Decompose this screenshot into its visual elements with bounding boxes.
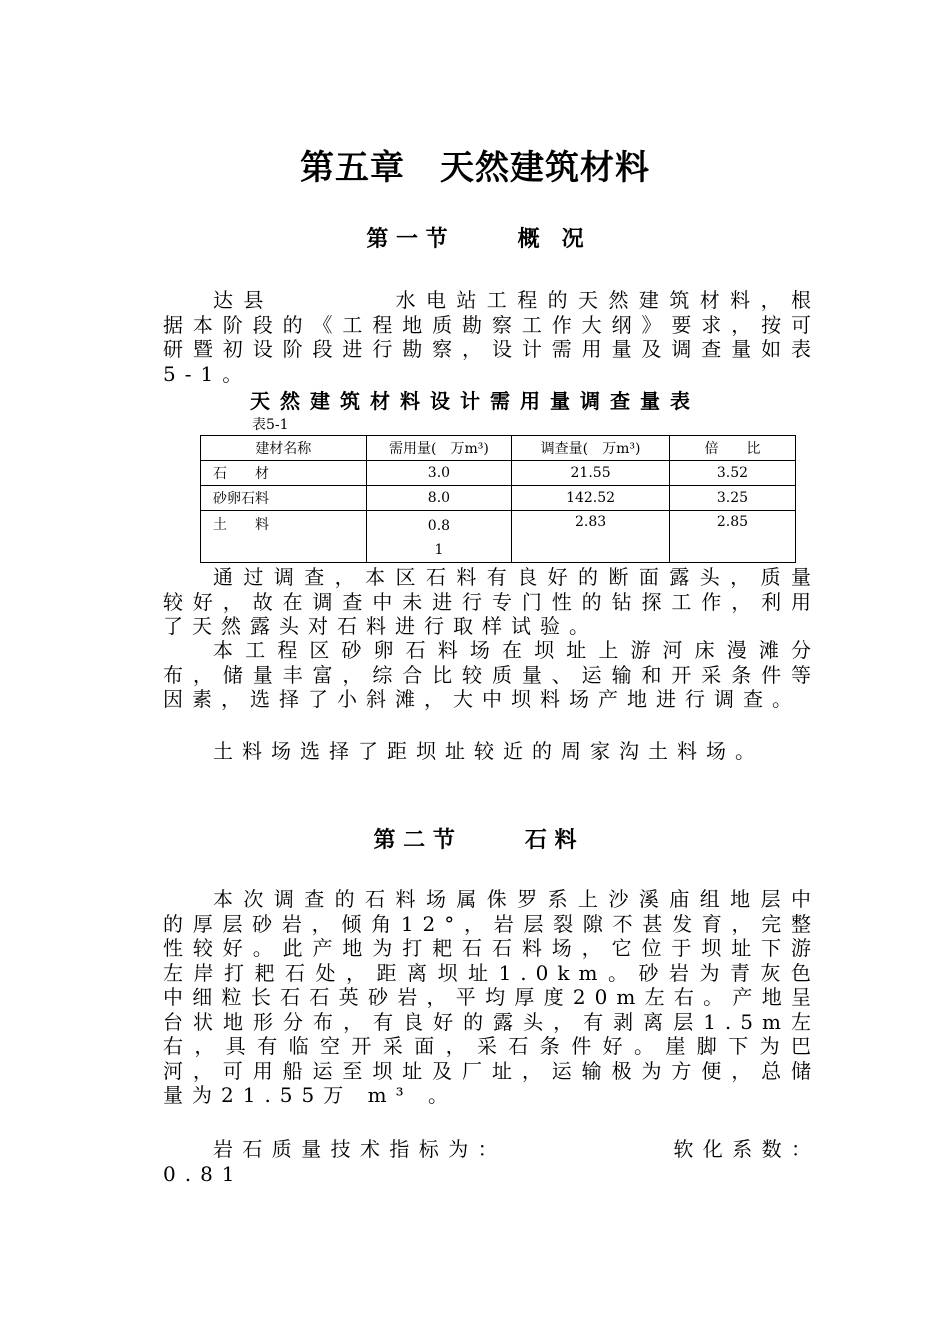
section-2-name: 石 料 bbox=[524, 828, 577, 853]
cell-required: 0.8 1 bbox=[366, 511, 512, 563]
section-2-number: 第 二 节 bbox=[373, 828, 455, 853]
section-1-paragraph-4: 土料场选择了距坝址较近的周家沟土料场。 bbox=[213, 739, 764, 763]
section-2-heading bbox=[0, 823, 950, 854]
cell-material: 石 材 bbox=[201, 461, 367, 486]
section-2-paragraph-1: 本次调查的石料场属侏罗系上沙溪庙组地层中的厚层砂岩，倾角12°，岩层裂隙不甚发育，完整性较好。此产地为打耙石石料场，它位于坝址下游左岸打耙石处，距离坝址1.0km。砂岩为青灰色中细粒长石石英砂岩，平均厚度20m左右。产地呈台状地形分布，有良好的露头，有剥离层1.5m左右，具有临空开采面，采石条件好。崖脚下为巴河，可用船运至坝址及厂址，运输极为方便，总储量为21.55万 m³ 。 bbox=[163, 887, 820, 1107]
table-row bbox=[201, 461, 796, 486]
section-1-paragraph-1: 达县 水电站工程的天然建筑材料，根据本阶段的《工程地质勘察工作大纲》要求，按可研暨初设阶段进行勘察，设计需用量及调查量如表5-1。 bbox=[163, 288, 820, 386]
cell-material: 土 料 bbox=[201, 511, 367, 563]
cell-ratio: 3.25 bbox=[669, 486, 795, 511]
section-1-number: 第 一 节 bbox=[366, 227, 448, 252]
table-caption: 天然建筑材料设计需用量调查量表 bbox=[250, 389, 700, 413]
cell-material: 砂卵石料 bbox=[201, 486, 367, 511]
chapter-title: 第五章 天然建筑材料 bbox=[300, 148, 650, 188]
cell-required: 8.0 bbox=[366, 486, 512, 511]
section-1-paragraph-3: 本工程区砂卵石料场在坝址上游河床漫滩分布，储量丰富，综合比较质量、运输和开采条件等因素，选择了小斜滩，大中坝料场产地进行调查。 bbox=[163, 638, 820, 711]
section-1-paragraph-2: 通过调查，本区石料有良好的断面露头，质量较好，故在调查中未进行专门性的钻探工作，利用了天然露头对石料进行取样试验。 bbox=[163, 565, 820, 638]
materials-table bbox=[200, 435, 796, 563]
table-row bbox=[201, 486, 796, 511]
header-ratio: 倍 比 bbox=[669, 436, 795, 461]
section-1-heading bbox=[0, 222, 950, 253]
cell-ratio: 2.85 bbox=[669, 511, 795, 563]
cell-surveyed: 21.55 bbox=[512, 461, 670, 486]
header-surveyed-amount: 调查量( 万m³) bbox=[512, 436, 670, 461]
table-header-row bbox=[201, 436, 796, 461]
cell-surveyed: 142.52 bbox=[512, 486, 670, 511]
cell-required: 3.0 bbox=[366, 461, 512, 486]
section-2-paragraph-2: 岩石质量技术指标为： 软化系数：0.81 bbox=[163, 1137, 820, 1186]
header-required-amount: 需用量( 万m³) bbox=[366, 436, 512, 461]
section-1-name: 概 况 bbox=[517, 227, 584, 252]
table-number: 表5-1 bbox=[252, 417, 289, 433]
cell-ratio: 3.52 bbox=[669, 461, 795, 486]
table-row bbox=[201, 511, 796, 563]
header-material-name: 建材名称 bbox=[201, 436, 367, 461]
cell-surveyed: 2.83 bbox=[512, 511, 670, 563]
